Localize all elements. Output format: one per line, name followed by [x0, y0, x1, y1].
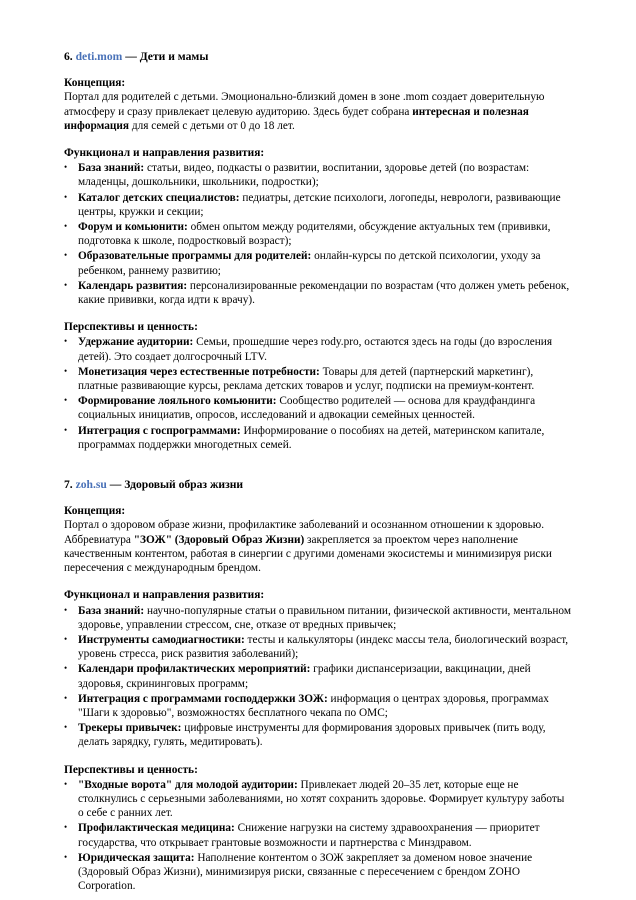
list-item-term: Календарь развития: — [78, 279, 188, 292]
list-item-body — [78, 822, 540, 848]
section-number: 6. — [64, 50, 73, 63]
concept-heading: Концепция: — [64, 505, 126, 518]
list-item-body — [78, 722, 546, 748]
list-item-text: Сообщество родителей — основа для краудфандинга социальных инициатив, опросов, исследований и адвокации семейных ценностей. — [78, 395, 536, 422]
domain-link[interactable]: zoh.su — [75, 478, 107, 492]
prospects-heading: Перспективы и ценность: — [64, 763, 198, 776]
list-item-term: Инструменты самодиагностики: — [78, 633, 245, 646]
list-item-body — [78, 395, 535, 421]
list-item-text: обмен опытом между родителями, обсуждение актуальных тем (прививки, подготовка к школе, подростковый возраст); — [78, 221, 551, 248]
list-item-text: Информирование о пособиях на детей, материнском капитале, программах поддержки многодетных семей. — [78, 424, 545, 451]
prospects-heading: Перспективы и ценность: — [64, 321, 198, 334]
spacer — [64, 133, 572, 146]
bullet-icon: • — [64, 633, 68, 644]
bullet-icon: • — [64, 336, 68, 347]
list-item-body — [78, 366, 534, 392]
list-item-text: научно-популярные статьи о правильном питании, физической активности, ментальном здоровье, управлении стрессом, сне, отказе от вредных привычек; — [78, 604, 572, 631]
list-item-text: информация о центрах здоровья, программах "Шаги к здоровью", возможностях бесплатного чекапа по ОМС; — [78, 692, 549, 719]
section-title: — Здоровый образ жизни — [106, 478, 244, 492]
features-heading: Функционал и направления развития: — [64, 147, 265, 160]
concept-bold-part: интересная и полезная информация — [64, 105, 529, 132]
list-item-text: педиатры, детские психологи, логопеды, неврологи, развивающие центры, кружки и секции; — [78, 191, 561, 218]
list-item-term: Трекеры привычек: — [78, 722, 182, 735]
bullet-icon: • — [64, 663, 68, 674]
bullet-icon: • — [64, 395, 68, 406]
concept-heading: Концепция: — [64, 77, 126, 90]
list-item-term: Монетизация через естественные потребности: — [78, 365, 320, 378]
bullet-icon: • — [64, 722, 68, 733]
document-body — [64, 50, 572, 893]
concept-text-part2: для семей с детьми от 0 до 18 лет. — [129, 119, 295, 132]
bullet-icon: • — [64, 250, 68, 261]
list-item-term: Юридическая защита: — [78, 851, 195, 864]
list-item-body — [78, 162, 529, 188]
list-item-body — [78, 779, 564, 819]
section-spacer — [64, 452, 572, 478]
list-item-body — [78, 192, 561, 218]
list-item-text: персонализированные рекомендации по возрастам (что должен уметь ребенок, какие прививки, когда идти к врачу). — [78, 279, 570, 307]
concept-text-part2: закрепляется за проектом через наполнение качественным контентом, работая в синергии с другими доменами экосистемы и минимизируя риски пересечения с международным брендом. — [64, 533, 552, 575]
list-item — [64, 850, 572, 894]
prospects-list — [64, 334, 572, 452]
list-item-body — [78, 221, 550, 247]
list-item-body — [78, 425, 544, 451]
list-item-term: База знаний: — [78, 604, 145, 617]
list-item — [64, 364, 572, 393]
list-item-term: База знаний: — [78, 162, 145, 175]
list-item-term: Форум и комьюнити: — [78, 221, 188, 234]
list-item-body — [78, 663, 531, 689]
list-item-text: статьи, видео, подкасты о развитии, воспитании, здоровье детей (по возрастам: младенцы, дошкольники, школьники, подростки); — [78, 162, 530, 189]
section-deti-mom — [64, 50, 572, 452]
list-item — [64, 393, 572, 422]
list-item-text: Семьи, прошедшие через rody.pro, остаются здесь на годы (до взросления детей). Это создает долгосрочный LTV. — [78, 336, 553, 363]
bullet-icon: • — [64, 851, 68, 862]
concept-paragraph — [64, 518, 572, 575]
list-item-body — [78, 852, 532, 892]
list-item-term: "Входные ворота" для молодой аудитории: — [78, 778, 298, 791]
domain-link[interactable]: deti.mom — [75, 50, 123, 63]
list-item — [64, 820, 572, 849]
list-item-text: Привлекает людей 20–35 лет, которые еще не столкнулись с серьезными заболеваниями, но хотят сохранить здоровье. Формирует культуру заботы о себе с ранних лет. — [78, 778, 565, 820]
bullet-icon: • — [64, 365, 68, 376]
list-item — [64, 423, 572, 452]
spacer — [64, 307, 572, 320]
list-item — [64, 661, 572, 690]
list-item — [64, 777, 572, 821]
bullet-icon: • — [64, 424, 68, 435]
list-item-text: графики диспансеризации, вакцинации, дней здоровья, скрининговых программ; — [78, 663, 531, 690]
section-zoh-su — [64, 478, 572, 893]
list-item-term: Каталог детских специалистов: — [78, 191, 240, 204]
list-item-term: Интеграция с программами господдержки ЗОЖ: — [78, 692, 328, 705]
list-item — [64, 190, 572, 219]
bullet-icon: • — [64, 162, 68, 173]
spacer — [64, 750, 572, 763]
list-item — [64, 248, 572, 277]
list-item-body — [78, 280, 569, 306]
list-item-term: Удержание аудитории: — [78, 336, 194, 349]
prospects-list — [64, 777, 572, 894]
section-number: 7. — [64, 478, 73, 492]
bullet-icon: • — [64, 778, 68, 789]
list-item — [64, 219, 572, 248]
concept-bold-part: "ЗОЖ" (Здоровый Образ Жизни) — [133, 533, 305, 546]
list-item-text: онлайн-курсы по детской психологии, уходу за ребенком, раннему развитию; — [78, 250, 541, 277]
list-item-text: Товары для детей (партнерский маркетинг), платные развивающие курсы, реклама детских товаров и услуг, подписки на премиум-контент. — [78, 365, 535, 393]
section-heading — [64, 478, 572, 492]
concept-text-part1: Портал для родителей с детьми. Эмоционально-близкий домен в зоне .mom создает доверительную атмосферу и сразу привлекает целевую аудиторию. Здесь будет собрана — [64, 91, 545, 118]
list-item-body — [78, 250, 541, 276]
list-item-term: Образовательные программы для родителей: — [78, 250, 312, 263]
list-item-term: Календари профилактических мероприятий: — [78, 663, 311, 676]
features-list — [64, 160, 572, 307]
bullet-icon: • — [64, 692, 68, 703]
list-item — [64, 603, 572, 632]
list-item — [64, 160, 572, 189]
features-list — [64, 603, 572, 750]
bullet-icon: • — [64, 221, 68, 232]
section-title: — Дети и мамы — [122, 50, 209, 63]
list-item-text: тесты и калькуляторы (индекс массы тела, биологический возраст, уровень стресса, риск развития заболеваний); — [78, 633, 569, 661]
list-item-body — [78, 605, 571, 631]
list-item-term: Интеграция с госпрограммами: — [78, 424, 241, 437]
features-heading: Функционал и направления развития: — [64, 589, 265, 602]
list-item-text: Наполнение контентом о ЗОЖ закрепляет за доменом новое значение (Здоровый Образ Жизни), минимизируя риски, связанные с пересечением с брендом ZOHO Corporation. — [78, 851, 533, 893]
bullet-icon: • — [64, 191, 68, 202]
list-item-term: Формирование лояльного комьюнити: — [78, 395, 277, 408]
list-item-text: цифровые инструменты для формирования здоровых привычек (пить воду, делать зарядку, гулять, медитировать). — [78, 722, 546, 749]
bullet-icon: • — [64, 604, 68, 615]
list-item-body — [78, 634, 568, 660]
list-item-body — [78, 336, 552, 362]
list-item-text: Снижение нагрузки на систему здравоохранения — приоритет государства, что открывает грантовые возможности и партнерства с Минздравом. — [78, 822, 540, 849]
list-item-term: Профилактическая медицина: — [78, 822, 235, 835]
list-item — [64, 691, 572, 720]
list-item-body — [78, 693, 549, 719]
concept-text-part1: Портал о здоровом образе жизни, профилактике заболеваний и осознанном отношении к здоровью. Аббревиатура — [64, 519, 545, 546]
list-item — [64, 720, 572, 749]
section-heading — [64, 50, 572, 64]
list-item — [64, 278, 572, 307]
list-item — [64, 334, 572, 363]
bullet-icon: • — [64, 279, 68, 290]
concept-paragraph — [64, 90, 572, 133]
bullet-icon: • — [64, 822, 68, 833]
spacer — [64, 575, 572, 588]
list-item — [64, 632, 572, 661]
